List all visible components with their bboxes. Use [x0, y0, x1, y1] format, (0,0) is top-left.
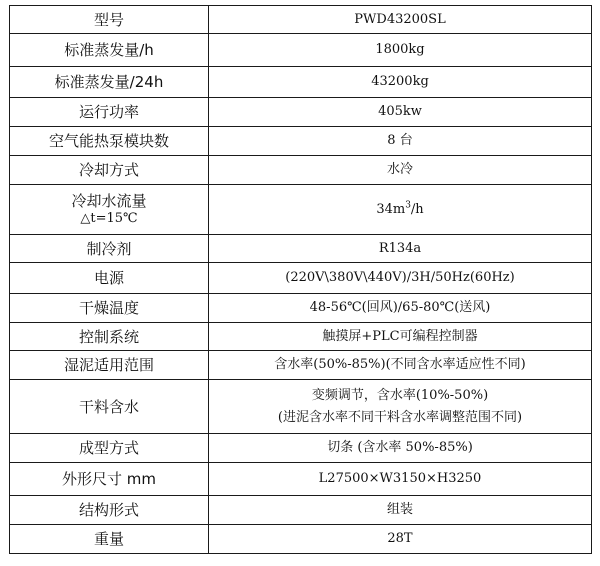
param-label: 结构形式 — [10, 496, 209, 525]
param-value: 水冷 — [209, 156, 592, 185]
table-row — [10, 263, 592, 294]
spec-table-container — [9, 5, 592, 554]
table-row — [10, 235, 592, 263]
param-label: 湿泥适用范围 — [10, 351, 209, 380]
param-label: 型号 — [10, 6, 209, 34]
table-row — [10, 294, 592, 323]
table-row — [10, 525, 592, 554]
table-row — [10, 34, 592, 67]
table-row — [10, 156, 592, 185]
param-value: 405kw — [209, 98, 592, 127]
table-row — [10, 380, 592, 434]
param-label-line: 冷却水流量 — [71, 191, 147, 210]
flow-value: 34m — [376, 201, 406, 217]
param-label: 运行功率 — [10, 98, 209, 127]
param-value: 8 台 — [209, 127, 592, 156]
param-label: 干燥温度 — [10, 294, 209, 323]
param-label: 电源 — [10, 263, 209, 294]
param-label: 控制系统 — [10, 323, 209, 351]
table-row — [10, 463, 592, 496]
flow-unit: /h — [410, 201, 424, 217]
param-label: 重量 — [10, 525, 209, 554]
param-value-line: 变频调节，含水率(10%-50%) — [311, 387, 489, 403]
param-label: 空气能热泵模块数 — [10, 127, 209, 156]
param-value: (220V\380V\440V)/3H/50Hz(60Hz) — [209, 263, 592, 294]
param-value: 28T — [209, 525, 592, 554]
param-value: 48-56℃(回风)/65-80℃(送风) — [209, 294, 592, 323]
table-row — [10, 98, 592, 127]
table-row — [10, 185, 592, 235]
param-value — [209, 185, 592, 235]
table-row — [10, 67, 592, 98]
param-label-line: △t=15℃ — [80, 210, 138, 226]
param-value — [209, 380, 592, 434]
param-label — [10, 185, 209, 235]
param-label: 冷却方式 — [10, 156, 209, 185]
param-value: 触摸屏+PLC可编程控制器 — [209, 323, 592, 351]
flow-superscript: 3 — [405, 200, 411, 211]
param-value: 1800kg — [209, 34, 592, 67]
table-row — [10, 496, 592, 525]
param-value: 43200kg — [209, 67, 592, 98]
param-label: 制冷剂 — [10, 235, 209, 263]
param-value: R134a — [209, 235, 592, 263]
param-label: 外形尺寸 mm — [10, 463, 209, 496]
param-label: 干料含水 — [10, 380, 209, 434]
param-label: 成型方式 — [10, 434, 209, 463]
table-row — [10, 323, 592, 351]
param-value: L27500×W3150×H3250 — [209, 463, 592, 496]
param-value: 含水率(50%-85%)(不同含水率适应性不同) — [209, 351, 592, 380]
param-value-line: (进泥含水率不同干料含水率调整范围不同) — [277, 409, 523, 425]
table-row — [10, 351, 592, 380]
param-label: 标准蒸发量/h — [10, 34, 209, 67]
param-value: PWD43200SL — [209, 6, 592, 34]
param-value: 切条 (含水率 50%-85%) — [209, 434, 592, 463]
spec-table — [9, 5, 592, 554]
param-label: 标准蒸发量/24h — [10, 67, 209, 98]
table-row — [10, 127, 592, 156]
param-value: 组装 — [209, 496, 592, 525]
table-row — [10, 6, 592, 34]
table-row — [10, 434, 592, 463]
